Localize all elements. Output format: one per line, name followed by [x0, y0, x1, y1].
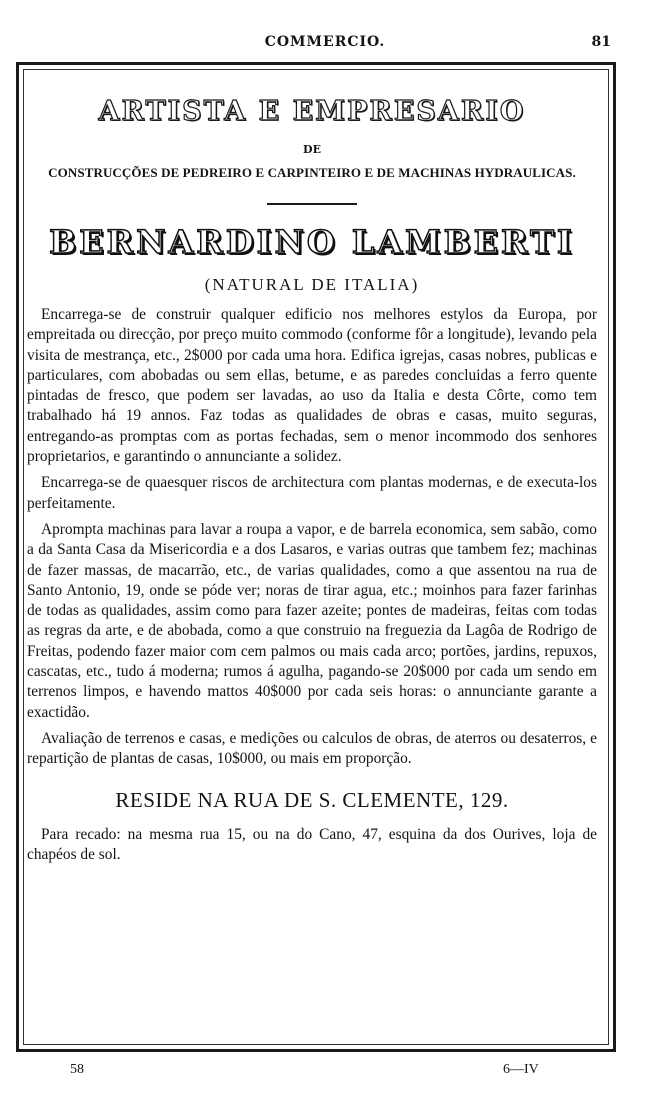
- paragraph-construction: Encarrega-se de construir qualquer edificio nos melhores estylos da Europa, por empreitada ou direcção, por preço muito commodo (conforme fôr a longitude), levando pela visita de mestrança, etc., 2$000 por cada uma hora. Edifica igrejas, casas nobres, publicas e particulares, com abobadas ou sem ellas, betume, e as paredes concluidas a ferro quente pintadas de fresco, que podem ser lavadas, ao uso da Italia e desta Côrte, como tem trabalhado há 19 annos. Faz todas as qualidades de obras e casas, muito seguras, entregando-as promptas com as portas fechadas, sem o menor incommodo dos senhores proprietarios, e garantindo o annunciante a solidez.: [27, 306, 597, 466]
- paragraph-appraisal: Avaliação de terrenos e casas, e medições ou calculos de obras, de aterros ou desaterros, e repartição de plantas de casas, 10$000, ou mais em proporção.: [27, 729, 597, 768]
- advertisement-body: [27, 305, 597, 770]
- contact-text: Para recado: na mesma rua 15, ou na do Cano, 47, esquina da dos Ourives, loja de chapéos de sol.: [27, 825, 597, 863]
- printer-signature-left: 58: [70, 1062, 84, 1077]
- running-head: [0, 34, 661, 58]
- advertiser-name: BERNARDINO LAMBERTI: [49, 223, 575, 261]
- paragraph-architecture: Encarrega-se de quaesquer riscos de architectura com plantas modernas, e de executa-los perfeitamente.: [27, 474, 597, 512]
- nationality-line: (NATURAL DE ITALIA): [204, 275, 420, 294]
- paragraph-machines: Aprompta machinas para lavar a roupa a vapor, e de barrela economica, sem sabão, como a da Santa Casa da Misericordia e a dos Lasaros, e varias outras que tambem fez; machinas de fazer massas, de macarrão, etc., de varias qualidades, como a que assentou na rua de Santo Antonio, 19, onde se póde ver; noras de tirar agua, etc.; moinhos para fazer farinhas de todas as qualidades, assim como para fazer azeite; pontes de madeiras, feitas com todas as regras da arte, e de abobada, como a que construio na freguezia da Lagôa de Rodrigo de Freitas, podendo fazer maior com cem palmos ou mais cada arco; portões, jardins, repuxos, cascatas, etc., tudo á moderna; rumos á agulha, pagando-se 20$000 por cada um sendo em terrenos limpos, e havendo mattos 40$000 por cada seis horas: o annunciante garante a exactidão.: [27, 520, 597, 721]
- contact-info: [27, 825, 597, 866]
- residence-address: RESIDE NA RUA DE S. CLEMENTE, 129.: [115, 787, 509, 812]
- connector-word: DE: [303, 143, 321, 156]
- advertisement: [27, 96, 597, 865]
- divider-rule: [267, 203, 357, 205]
- page-number: 81: [591, 34, 611, 50]
- trade-line: CONSTRUCÇÕES DE PEDREIRO E CARPINTEIRO E DE MACHINAS HYDRAULICAS.: [48, 165, 576, 180]
- headline: ARTISTA E EMPRESARIO: [98, 96, 526, 127]
- page-footer: [0, 1062, 661, 1084]
- running-title: COMMERCIO.: [264, 34, 386, 50]
- printer-signature-right: 6—IV: [503, 1062, 539, 1077]
